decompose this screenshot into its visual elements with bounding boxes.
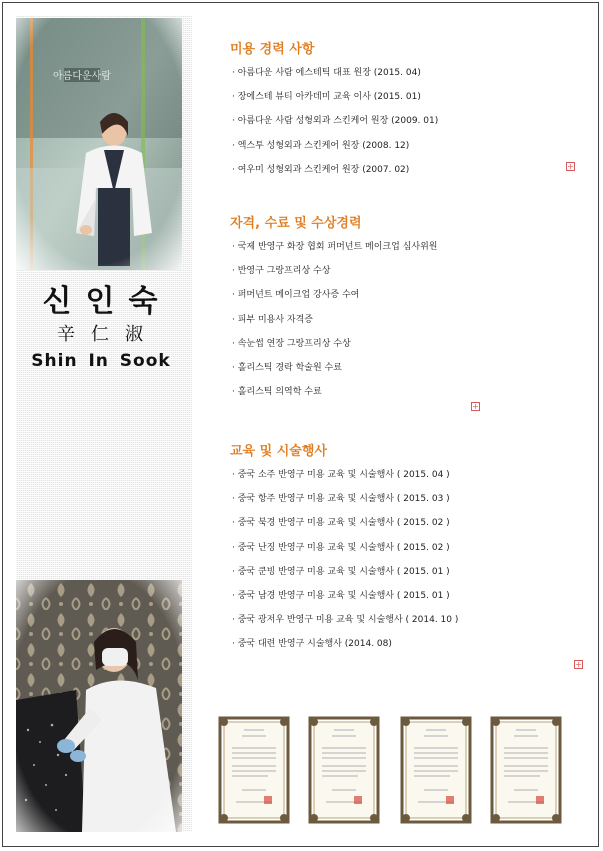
- name-korean: 신인숙: [42, 284, 172, 319]
- plus-icon[interactable]: +: [575, 660, 582, 669]
- qualifications-section: [226, 214, 586, 409]
- certificate-image: [218, 716, 290, 824]
- list-item: · 중국 항주 반영구 미용 교육 및 시술행사 ( 2015. 03 ): [232, 494, 450, 505]
- list-item: · 반영구 그랑프리상 수상: [232, 266, 331, 277]
- career-section-title: 미용 경력 사항: [230, 42, 315, 57]
- list-item: · 중국 난징 반영구 미용 교육 및 시술행사 ( 2015. 02 ): [232, 542, 450, 553]
- certificate-image: [400, 716, 472, 824]
- list-item: · 국제 반영구 화장 협회 퍼머넌트 메이크업 심사위원: [232, 242, 438, 252]
- profile-photo-bottom: [16, 580, 182, 832]
- education-events-section-title: 교육 및 시술행사: [230, 444, 327, 459]
- profile-photo-top: [16, 18, 182, 270]
- qualifications-section-title: 자격, 수료 및 수상경력: [230, 216, 362, 231]
- list-item: · 중국 북경 반영구 미용 교육 및 시술행사 ( 2015. 02 ): [232, 518, 450, 529]
- certificates-row: [218, 716, 578, 828]
- list-item: · 여우미 성형외과 스킨케어 원장 (2007. 02): [232, 164, 410, 175]
- list-item: · 속눈썹 연장 그랑프리상 수상: [232, 338, 351, 349]
- list-item: · 아름다운 사람 성형외과 스킨케어 원장 (2009. 01): [232, 116, 439, 127]
- list-item: · 중국 쿤빙 반영구 미용 교육 및 시술행사 ( 2015. 01 ): [232, 566, 450, 577]
- profile-photo-top-image: [16, 18, 182, 270]
- education-events-section: [226, 442, 586, 662]
- name-english: Shin In Sook: [31, 351, 171, 371]
- list-item: · 홀리스틱 의역학 수료: [232, 387, 322, 398]
- certificate-image: [308, 716, 380, 824]
- list-item: · 아름다운 사람 에스테틱 대표 원장 (2015. 04): [232, 68, 421, 78]
- list-item: · 중국 남경 반영구 미용 교육 및 시술행사 ( 2015. 01 ): [232, 590, 450, 601]
- list-item: · 중국 대련 반영구 시술행사 (2014. 08): [232, 639, 392, 650]
- name-block: [16, 282, 186, 374]
- name-hanja: 辛仁淑: [57, 324, 159, 345]
- list-item: · 중국 광저우 반영구 미용 교육 및 시술행사 ( 2014. 10 ): [232, 615, 459, 626]
- plus-icon[interactable]: +: [472, 402, 479, 411]
- list-item: · 홀리스틱 경락 학술원 수료: [232, 362, 342, 373]
- career-section: [226, 40, 586, 187]
- list-item: · 퍼머넌트 메이크업 강사증 수여: [232, 290, 360, 301]
- list-item: · 피부 미용사 자격증: [232, 314, 313, 325]
- list-item: · 중국 소주 반영구 미용 교육 및 시술행사 ( 2015. 04 ): [232, 470, 450, 480]
- certificate-image: [490, 716, 562, 824]
- list-item: · 장에스테 뷰티 아카데미 교육 이사 (2015. 01): [232, 92, 421, 103]
- plus-icon[interactable]: +: [567, 162, 574, 171]
- list-item: · 엑스투 성형외과 스킨케어 원장 (2008. 12): [232, 140, 410, 151]
- profile-photo-bottom-image: [16, 580, 182, 832]
